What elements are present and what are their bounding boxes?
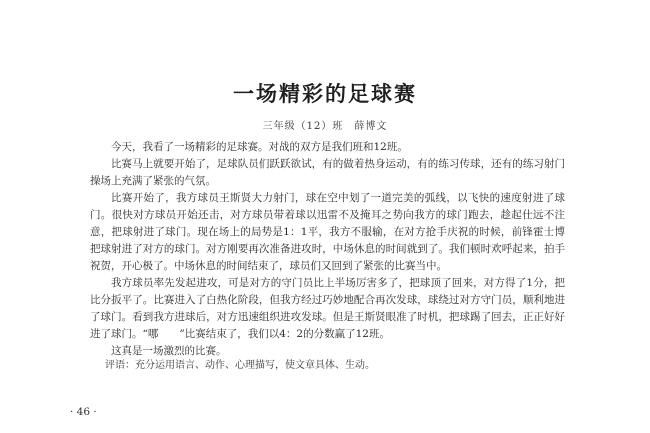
paragraph: 今天，我看了一场精彩的足球赛。对战的双方是我们班和12班。: [111, 141, 408, 153]
paragraph: 比赛马上就要开始了，足球队员们跃跃欲试，有的做着热身运动，有的练习传球，还有的练习射门 操场上充满了紧张的气氛。: [90, 158, 586, 187]
essay-body: [90, 139, 586, 360]
page-number: · 46 ·: [70, 406, 97, 418]
paragraph: 我方球员率先发起进攻，可是对方的守门员比上半场厉害多了，把球顶了回来，对方得了1分，把比分扳平了。比赛进入了白热化阶段，但我方经过巧妙地配合再次发球，球绕过对方守门员，顺利地进了球门。看到我方进球后，对方迅速组织进攻发球。但是王斯贤眼准了时机，把球踢了回去，正正好好进了球门。“哪 ”比赛结束了，我们以4：2的分数赢了12班。: [90, 277, 565, 340]
paragraph: 比赛开始了，我方球员王斯贤大力射门，球在空中划了一道完美的弧线，以飞快的速度射进了球门。很快对方球员开始还击，对方球员带着球以迅雷不及掩耳之势向我方的球门跑去，趁起仕远不注意，把球射进了球门。现在场上的局势是1：1平，我方不服输，在对方抢手庆祝的时候，前锋霍士博把球射进了对方的球门。对方刚要再次准备进攻时，中场休息的时间就到了。我们顿时欢呼起来，拍手祝贺，开心极了。中场休息的时间结束了，球员们又回到了紧张的比赛当中。: [90, 192, 565, 272]
teacher-comment: 评语：充分运用语言、动作、心理描写，使文章具体、生动。: [105, 360, 375, 371]
paragraph: 这真是一场激烈的比赛。: [111, 345, 227, 357]
author-byline: 三年级（12）班 薛博文: [262, 121, 388, 132]
essay-title: 一场精彩的足球赛: [233, 82, 417, 106]
